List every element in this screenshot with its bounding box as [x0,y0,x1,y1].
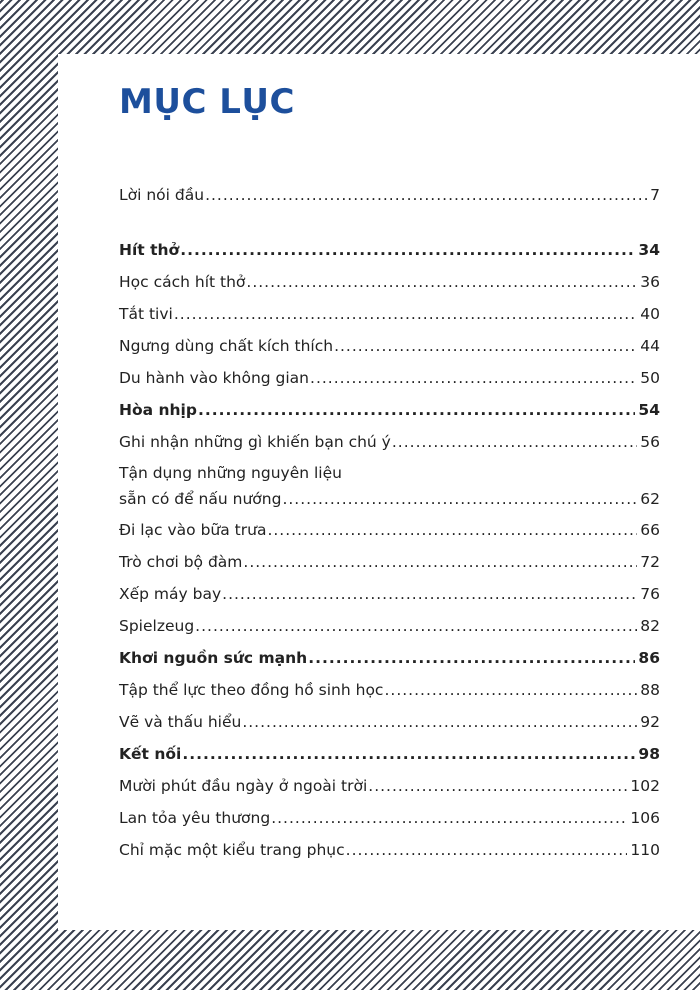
toc-entry-page: 62 [640,490,660,508]
toc-entry-page: 50 [640,369,660,387]
toc-section-entry[interactable] [119,241,660,259]
dot-leader [271,809,627,827]
toc-entry[interactable] [119,433,660,451]
toc-entry-page: 54 [638,401,660,419]
toc-entry-label: Du hành vào không gian [119,369,310,387]
dot-leader [195,617,637,635]
dot-leader [267,521,637,539]
toc-entry-label: Kết nối [119,745,182,763]
toc-entry-label: Spielzeug [119,617,195,635]
toc-entry-label: Lan tỏa yêu thương [119,809,271,827]
dot-leader [368,777,627,795]
toc-entry-page: 44 [640,337,660,355]
toc-entry[interactable] [119,305,660,323]
toc-entry-label: Hòa nhịp [119,401,197,419]
toc-entry-page: 40 [640,305,660,323]
dot-leader [242,713,637,731]
toc-entry-label: Đi lạc vào bữa trưa [119,521,267,539]
toc-entry[interactable] [119,464,660,508]
toc-entry[interactable] [119,521,660,539]
toc-entry-label: Ghi nhận những gì khiến bạn chú ý [119,433,391,451]
toc-entry[interactable] [119,553,660,571]
toc-entry-page: 56 [640,433,660,451]
toc-entry[interactable] [119,585,660,603]
dot-leader [174,305,637,323]
toc-entry-label-line1: Tận dụng những nguyên liệu [119,464,342,482]
dot-leader [205,186,647,204]
dot-leader [308,649,635,667]
toc-entry-label: Vẽ và thấu hiểu [119,713,242,731]
toc-entry-page: 82 [640,617,660,635]
toc-entry-label: Học cách hít thở [119,273,246,291]
toc-entry-label: Lời nói đầu [119,186,205,204]
toc-entry-page: 66 [640,521,660,539]
dot-leader [334,337,637,355]
toc-entry-page: 92 [640,713,660,731]
table-of-contents [119,54,660,930]
toc-entry-page: 98 [638,745,660,763]
toc-entry-label: Mười phút đầu ngày ở ngoài trời [119,777,368,795]
dot-leader [243,553,637,571]
dot-leader [222,585,637,603]
toc-entry-label: Khơi nguồn sức mạnh [119,649,308,667]
toc-entry-page: 34 [638,241,660,259]
dot-leader [310,369,637,387]
toc-entry-page: 102 [630,777,660,795]
toc-entry-label: Tắt tivi [119,305,173,323]
toc-entry[interactable] [119,841,660,859]
dot-leader [182,745,635,763]
toc-entry[interactable] [119,713,660,731]
dot-leader [246,273,637,291]
content-page [58,54,700,930]
dot-leader [384,681,637,699]
toc-entry-label: Tập thể lực theo đồng hồ sinh học [119,681,384,699]
dot-leader [346,841,628,859]
dot-leader [180,241,635,259]
toc-entry-page: 110 [630,841,660,859]
toc-entry[interactable] [119,809,660,827]
toc-section-entry[interactable] [119,401,660,419]
toc-entry-label: Xếp máy bay [119,585,222,603]
dot-leader [392,433,637,451]
toc-entry-page: 7 [650,186,660,204]
toc-section-entry[interactable] [119,745,660,763]
toc-entry[interactable] [119,777,660,795]
dot-leader [198,401,635,419]
toc-entry-label: Chỉ mặc một kiểu trang phục [119,841,345,859]
toc-entry-page: 86 [638,649,660,667]
toc-entry-label: sẵn có để nấu nướng [119,490,282,508]
toc-entry-page: 36 [640,273,660,291]
toc-entry-page: 88 [640,681,660,699]
toc-entry-label: Ngưng dùng chất kích thích [119,337,334,355]
toc-entry[interactable] [119,337,660,355]
toc-entry[interactable] [119,186,660,204]
toc-entry[interactable] [119,369,660,387]
dot-leader [282,490,637,508]
toc-entry-label: Trò chơi bộ đàm [119,553,243,571]
toc-entry[interactable] [119,273,660,291]
toc-entry[interactable] [119,681,660,699]
toc-entry-page: 76 [640,585,660,603]
page-title: MỤC LỤC [119,82,295,122]
toc-entry-page: 72 [640,553,660,571]
toc-entry-label: Hít thở [119,241,180,259]
toc-entry-page: 106 [630,809,660,827]
toc-entry[interactable] [119,617,660,635]
toc-section-entry[interactable] [119,649,660,667]
